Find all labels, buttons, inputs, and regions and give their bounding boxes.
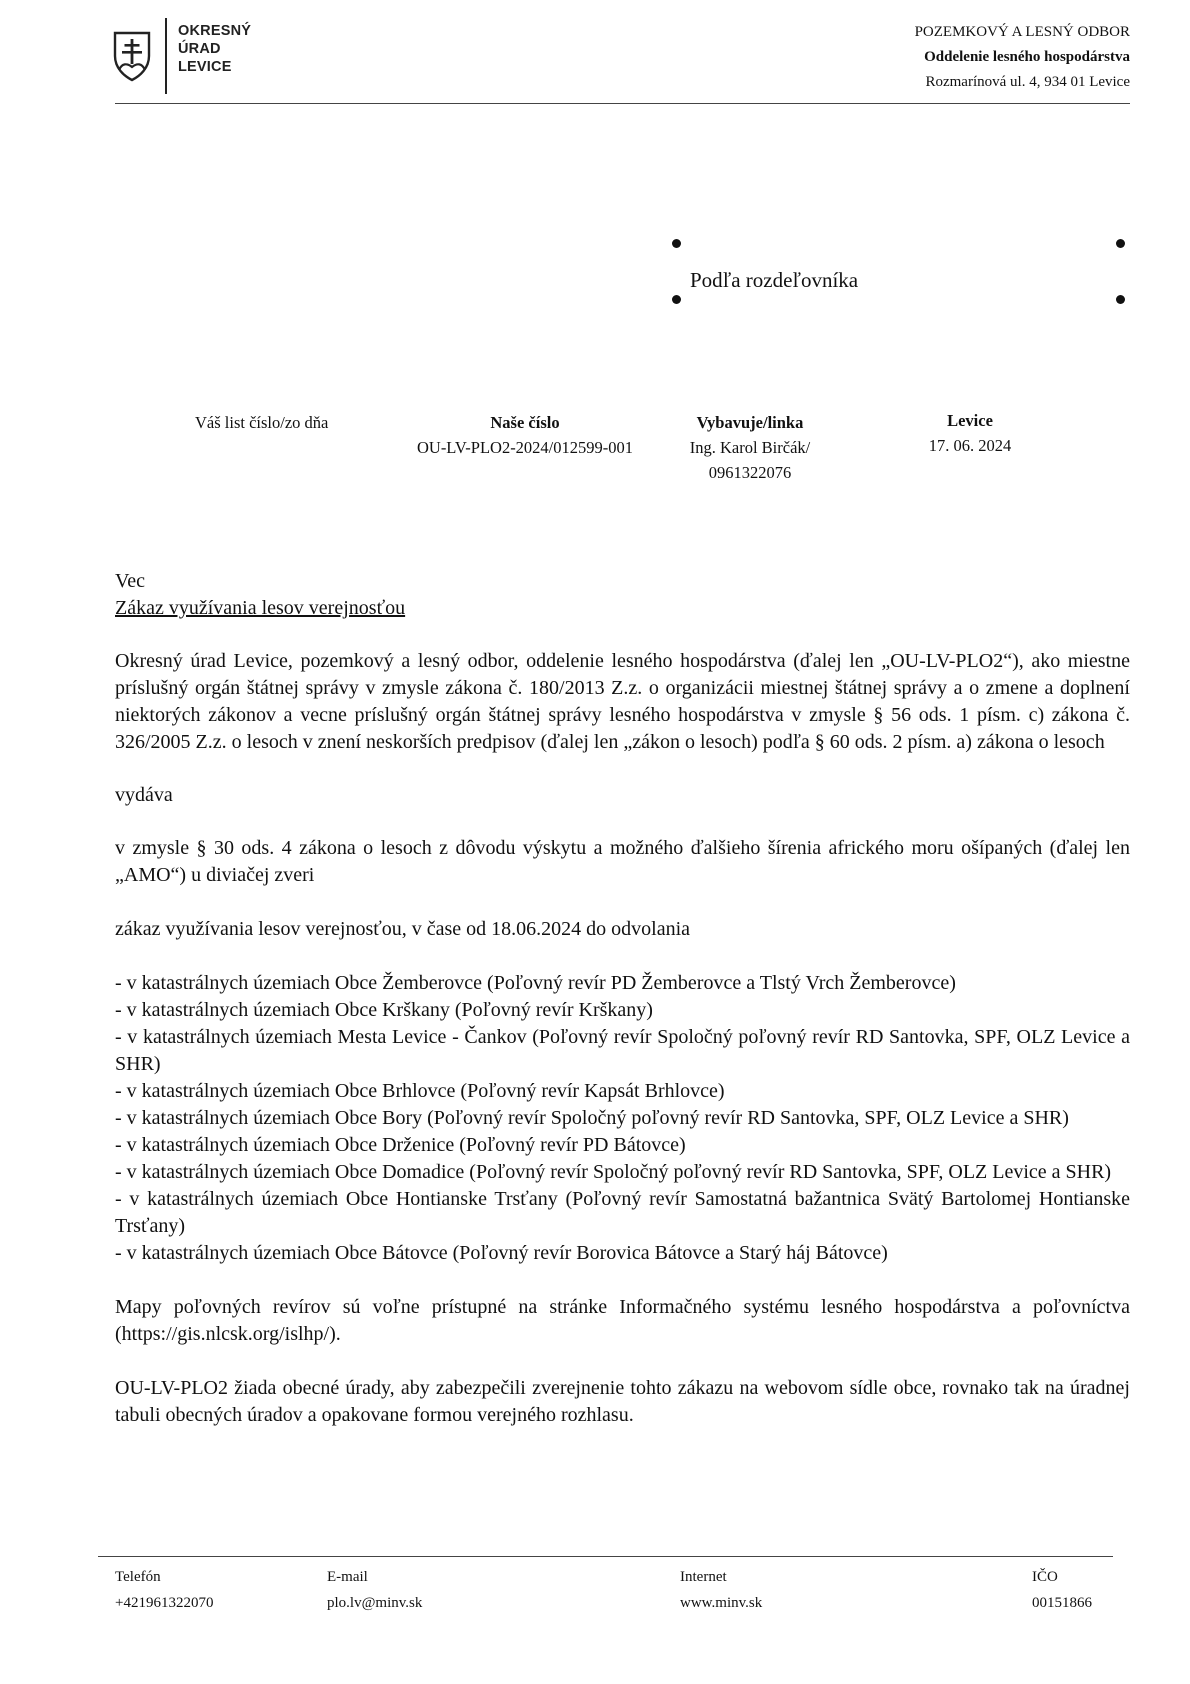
address-window-corner [1116,239,1125,248]
phone-number: +421961322070 [115,1595,214,1611]
area-item: - v katastrálnych územiach Obce Domadice (Poľovný revír Spoločný poľovný revír RD Santovka, SPF, OLZ Levice a SHR) [115,1161,1112,1183]
footer-internet [680,1564,762,1616]
area-item: - v katastrálnych územiach Obce Žemberovce (Poľovný revír PD Žemberovce a Tlstý Vrch Žemberovce) [115,972,956,994]
letter-body [115,568,1130,1429]
area-item: - v katastrálnych územiach Obce Bátovce (Poľovný revír Borovica Bátovce a Starý háj Bátovce) [115,1242,888,1264]
legal-basis: v zmysle § 30 ods. 4 zákona o lesoch z dôvodu výskytu a možného ďalšieho šírenia afrického moru ošípaných (ďalej len „AMO“) u diviačej zveri [115,837,1130,886]
our-number-label: Naše číslo [490,413,560,432]
internet-address: www.minv.sk [680,1595,763,1611]
recipient: Podľa rozdeľovníka [690,268,859,292]
maps-paragraph: Mapy poľovných revírov sú voľne prístupné na stránke Informačného systému lesného hospodárstva a poľovníctva (https://gis.nlcsk.org/islhp/). [115,1296,1130,1345]
area-item: - v katastrálnych územiach Obce Drženice (Poľovný revír PD Bátovce) [115,1134,686,1156]
footer-ico [1032,1564,1092,1616]
department-name: POZEMKOVÝ A LESNÝ ODBOR [914,24,1130,40]
office-address: Rozmarínová ul. 4, 934 01 Levice [925,74,1130,90]
address-window-corner [1116,295,1125,304]
ban-statement: zákaz využívania lesov verejnosťou, v čase od 18.06.2024 do odvolania [115,918,691,940]
logo-divider [165,18,167,94]
place-date-block [910,408,1030,458]
area-item: - v katastrálnych územiach Obce Bory (Poľovný revír Spoločný poľovný revír RD Santovka, SPF, OLZ Levice a SHR) [115,1107,1069,1129]
office-logo [112,18,252,94]
our-number-block [405,410,645,460]
handled-by-block [680,410,820,485]
footer-email [327,1564,422,1616]
subject-label: Vec [115,570,145,592]
area-item: - v katastrálnych územiach Obce Hontianske Trsťany (Poľovný revír Samostatná bažantnica Svätý Bartolomej Hontianske Trsťany) [115,1188,1130,1237]
subject: Zákaz využívania lesov verejnosťou [115,597,406,619]
request-paragraph: OU-LV-PLO2 žiada obecné úrady, aby zabezpečili zverejnenie tohto zákazu na webovom sídle obce, rovnako tak na úradnej tabuli obecných úradov a opakovane formou verejného rozhlasu. [115,1377,1130,1426]
area-list [115,970,1130,1267]
address-window-corner [672,239,681,248]
logo-text: OKRESNÝ ÚRAD LEVICE [178,23,252,75]
footer-divider [98,1556,1113,1557]
area-item: - v katastrálnych územiach Obce Brhlovce (Poľovný revír Kapsát Brhlovce) [115,1080,725,1102]
email-address: plo.lv@minv.sk [327,1595,423,1611]
footer-phone [115,1564,213,1616]
area-item: - v katastrálnych územiach Mesta Levice - Čankov (Poľovný revír Spoločný poľovný revír RD Santovka, SPF, OLZ Levice a SHR) [115,1026,1130,1075]
intro-paragraph: Okresný úrad Levice, pozemkový a lesný odbor, oddelenie lesného hospodárstva (ďalej len „OU-LV-PLO2“), ako miestne príslušný orgán štátnej správy v zmysle zákona č. 180/2013 Z.z. o organizácii miestnej štátnej správy a o zmene a doplnení niektorých zákonov a vecne príslušný orgán štátnej správy lesného hospodárstva v zmysle § 56 ods. 1 písm. c) zákona č. 326/2005 Z.z. o lesoch v znení neskorších predpisov (ďalej len „zákon o lesoch) podľa § 60 ods. 2 písm. a) zákona o lesoch [115,650,1130,753]
your-letter-label: Váš list číslo/zo dňa [195,413,329,432]
place: Levice [947,411,993,430]
area-item: - v katastrálnych územiach Obce Krškany (Poľovný revír Krškany) [115,999,653,1021]
section-name: Oddelenie lesného hospodárstva [924,49,1130,65]
header-divider [115,103,1130,104]
handled-by-label: Vybavuje/linka [696,413,804,432]
ico-label: IČO [1032,1569,1058,1585]
internet-label: Internet [680,1569,727,1585]
coat-of-arms-icon [112,30,152,82]
handled-by-name: Ing. Karol Birčák/ [689,438,811,457]
organization-header [915,20,1130,95]
phone-label: Telefón [115,1569,161,1585]
ico-number: 00151866 [1032,1595,1092,1611]
address-window-corner [672,295,681,304]
our-number: OU-LV-PLO2-2024/012599-001 [416,438,634,457]
issues-word: vydáva [115,784,173,806]
handled-by-phone: 0961322076 [708,463,792,482]
email-label: E-mail [327,1569,368,1585]
letter-date: 17. 06. 2024 [928,436,1012,455]
